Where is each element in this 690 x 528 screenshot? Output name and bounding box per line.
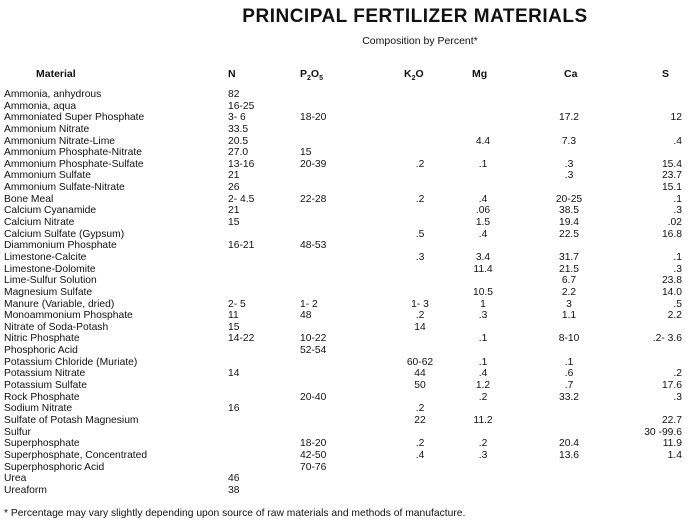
footnote: * Percentage may vary slightly depending upon source of raw materials and methods of manufacture. bbox=[4, 508, 466, 519]
cell-ca: 20.4 bbox=[558, 438, 580, 450]
cell-mg: .1 bbox=[478, 333, 488, 345]
cell-material: Ammonium Phosphate-Nitrate bbox=[4, 147, 142, 159]
header-p2o5 bbox=[300, 68, 323, 82]
cell-material: Monoammonium Phosphate bbox=[4, 310, 133, 322]
cell-k2o: .3 bbox=[415, 251, 425, 263]
cell-n: 21 bbox=[228, 205, 240, 217]
cell-s: .02 bbox=[667, 217, 682, 229]
table-row bbox=[0, 101, 690, 113]
table-row bbox=[0, 357, 690, 369]
cell-material: Ammonium Sulfate-Nitrate bbox=[4, 182, 125, 194]
cell-material: Superphosphoric Acid bbox=[4, 461, 105, 473]
cell-k2o: .2 bbox=[415, 158, 425, 170]
cell-p2o5: 22-28 bbox=[300, 193, 327, 205]
cell-material: Calcium Sulfate (Gypsum) bbox=[4, 228, 125, 240]
table-row bbox=[0, 299, 690, 311]
header-mg: Mg bbox=[472, 68, 488, 80]
cell-mg: 1.2 bbox=[475, 380, 491, 392]
table-row bbox=[0, 310, 690, 322]
cell-p2o5: 52-54 bbox=[300, 345, 327, 357]
cell-n: 16-21 bbox=[228, 240, 255, 252]
cell-ca: .6 bbox=[564, 368, 574, 380]
cell-material: Limestone-Dolomite bbox=[4, 263, 96, 275]
header-k2o bbox=[404, 68, 424, 82]
cell-p2o5: 10-22 bbox=[300, 333, 327, 345]
cell-ca: 21.5 bbox=[558, 263, 580, 275]
cell-s: 11.9 bbox=[662, 438, 682, 450]
cell-material: Ureaform bbox=[4, 484, 47, 496]
header-ca: Ca bbox=[564, 68, 578, 80]
cell-p2o5: 18-20 bbox=[300, 438, 327, 450]
table-row bbox=[0, 438, 690, 450]
cell-s: 30 -99.6 bbox=[644, 426, 682, 438]
cell-s: 1.4 bbox=[667, 449, 682, 461]
cell-n: 27.0 bbox=[228, 147, 249, 159]
cell-ca: 38.5 bbox=[558, 205, 580, 217]
cell-material: Urea bbox=[4, 473, 27, 485]
cell-s: .3 bbox=[673, 391, 682, 403]
table-row bbox=[0, 380, 690, 392]
fertilizer-table bbox=[0, 89, 690, 496]
cell-s: .1 bbox=[673, 251, 682, 263]
cell-mg: 1.5 bbox=[475, 217, 491, 229]
table-row bbox=[0, 450, 690, 462]
cell-ca: 6.7 bbox=[561, 275, 577, 287]
cell-p2o5: 18-20 bbox=[300, 112, 327, 124]
cell-n: 21 bbox=[228, 170, 240, 182]
cell-n: 14-22 bbox=[228, 333, 255, 345]
cell-material: Ammoniated Super Phosphate bbox=[4, 112, 145, 124]
cell-p2o5: 70-76 bbox=[300, 461, 327, 473]
cell-ca: 7.3 bbox=[561, 135, 577, 147]
header-p2o5-sub2: 5 bbox=[319, 75, 323, 83]
cell-material: Lime-Sulfur Solution bbox=[4, 275, 97, 287]
cell-material: Manure (Variable, dried) bbox=[4, 298, 115, 310]
cell-p2o5: 1- 2 bbox=[300, 298, 318, 310]
cell-mg: .2 bbox=[478, 391, 488, 403]
cell-mg: .3 bbox=[478, 310, 488, 322]
cell-mg: 4.4 bbox=[475, 135, 491, 147]
table-row bbox=[0, 333, 690, 345]
cell-n: 15 bbox=[228, 321, 240, 333]
cell-material: Sodium Nitrate bbox=[4, 403, 73, 415]
cell-material: Calcium Cyanamide bbox=[4, 205, 97, 217]
table-row bbox=[0, 147, 690, 159]
cell-material: Nitrate of Soda-Potash bbox=[4, 321, 109, 333]
cell-s: 23.8 bbox=[661, 275, 682, 287]
cell-s: .3 bbox=[673, 263, 682, 275]
cell-material: Phosphoric Acid bbox=[4, 345, 78, 357]
table-row bbox=[0, 240, 690, 252]
cell-s: 17.6 bbox=[661, 380, 682, 392]
cell-k2o: 1- 3 bbox=[411, 298, 429, 310]
cell-n: 2- 5 bbox=[228, 298, 246, 310]
cell-ca: 2.2 bbox=[561, 286, 577, 298]
cell-material: Rock Phosphate bbox=[4, 391, 80, 403]
cell-material: Calcium Nitrate bbox=[4, 217, 75, 229]
cell-n: 3- 6 bbox=[228, 112, 246, 124]
table-row bbox=[0, 124, 690, 136]
cell-n: 13-16 bbox=[228, 158, 255, 170]
table-row bbox=[0, 403, 690, 415]
cell-n: 20.5 bbox=[228, 135, 249, 147]
cell-ca: 20-25 bbox=[555, 193, 583, 205]
cell-p2o5: 20-39 bbox=[300, 158, 327, 170]
table-row bbox=[0, 136, 690, 148]
cell-material: Magnesium Sulfate bbox=[4, 286, 93, 298]
cell-ca: 8-10 bbox=[558, 333, 580, 345]
cell-k2o: 60-62 bbox=[406, 356, 434, 368]
table-row bbox=[0, 345, 690, 357]
cell-s: 16.8 bbox=[661, 228, 682, 240]
cell-p2o5: 48-53 bbox=[300, 240, 327, 252]
header-p2o5-o: O bbox=[310, 68, 320, 80]
cell-k2o: 50 bbox=[414, 380, 426, 392]
cell-p2o5: 20-40 bbox=[300, 391, 327, 403]
cell-k2o: .5 bbox=[415, 228, 425, 240]
cell-n: 33.5 bbox=[228, 123, 249, 135]
table-row bbox=[0, 473, 690, 485]
cell-material: Nitric Phosphate bbox=[4, 333, 80, 345]
cell-material: Ammonium Phosphate-Sulfate bbox=[4, 158, 144, 170]
cell-s: .1 bbox=[673, 193, 682, 205]
table-row bbox=[0, 170, 690, 182]
cell-s: .4 bbox=[673, 135, 682, 147]
cell-material: Limestone-Calcite bbox=[4, 251, 87, 263]
subtitle: Composition by Percent* bbox=[362, 35, 478, 47]
cell-s: .2- 3.6 bbox=[652, 333, 682, 345]
cell-material: Superphosphate, Concentrated bbox=[4, 449, 148, 461]
table-row bbox=[0, 415, 690, 427]
table-row bbox=[0, 462, 690, 474]
cell-n: 16-25 bbox=[228, 100, 255, 112]
header-k2o-sub: 2 bbox=[411, 75, 416, 83]
cell-s: .2 bbox=[673, 368, 682, 380]
cell-mg: .4 bbox=[478, 368, 488, 380]
cell-n: 2- 4.5 bbox=[228, 193, 255, 205]
cell-k2o: .2 bbox=[415, 310, 425, 322]
table-row bbox=[0, 264, 690, 276]
cell-n: 16 bbox=[228, 403, 240, 415]
cell-material: Ammonia, aqua bbox=[4, 100, 77, 112]
header-p2o5-sub1: 2 bbox=[307, 75, 311, 83]
cell-mg: 10.5 bbox=[472, 286, 494, 298]
cell-ca: 22.5 bbox=[558, 228, 580, 240]
cell-s: 12 bbox=[670, 112, 682, 124]
cell-ca: 19.4 bbox=[558, 217, 580, 229]
table-row bbox=[0, 485, 690, 497]
cell-k2o: 22 bbox=[414, 414, 426, 426]
cell-material: Ammonium Sulfate bbox=[4, 170, 91, 182]
table-row bbox=[0, 217, 690, 229]
table-row bbox=[0, 112, 690, 124]
cell-material: Ammonium Nitrate-Lime bbox=[4, 135, 116, 147]
table-row bbox=[0, 392, 690, 404]
cell-k2o: 44 bbox=[414, 368, 426, 380]
cell-p2o5: 48 bbox=[300, 310, 312, 322]
table-row bbox=[0, 89, 690, 101]
header-s: S bbox=[662, 68, 670, 80]
header-p2o5-p: P bbox=[300, 68, 308, 80]
table-row bbox=[0, 182, 690, 194]
cell-mg: .1 bbox=[478, 158, 488, 170]
cell-n: 14 bbox=[228, 368, 240, 380]
cell-s: 2.2 bbox=[667, 310, 682, 322]
cell-p2o5: 15 bbox=[300, 147, 312, 159]
cell-ca: 13.6 bbox=[558, 449, 580, 461]
cell-s: 15.1 bbox=[661, 182, 682, 194]
cell-ca: 17.2 bbox=[558, 112, 580, 124]
cell-s: 22.7 bbox=[661, 414, 682, 426]
cell-n: 38 bbox=[228, 484, 240, 496]
cell-p2o5: 42-50 bbox=[300, 449, 327, 461]
cell-n: 82 bbox=[228, 89, 240, 100]
cell-ca: .3 bbox=[564, 158, 574, 170]
cell-material: Ammonium Nitrate bbox=[4, 123, 90, 135]
table-row bbox=[0, 194, 690, 206]
cell-n: 11 bbox=[228, 310, 239, 322]
cell-mg: .1 bbox=[478, 356, 488, 368]
header-n: N bbox=[228, 68, 236, 80]
cell-ca: 33.2 bbox=[558, 391, 580, 403]
header-k2o-k: K bbox=[404, 68, 412, 80]
cell-n: 46 bbox=[228, 473, 240, 485]
table-row bbox=[0, 368, 690, 380]
cell-material: Ammonia, anhydrous bbox=[4, 89, 102, 100]
cell-material: Potassium Chloride (Muriate) bbox=[4, 356, 138, 368]
cell-s: .3 bbox=[673, 205, 682, 217]
cell-mg: 11.2 bbox=[473, 414, 493, 426]
cell-mg: .4 bbox=[478, 228, 488, 240]
cell-material: Superphosphate bbox=[4, 438, 80, 450]
cell-ca: 1.1 bbox=[561, 310, 577, 322]
page-title: PRINCIPAL FERTILIZER MATERIALS bbox=[242, 6, 588, 27]
cell-ca: .3 bbox=[564, 170, 574, 182]
table-row bbox=[0, 275, 690, 287]
cell-mg: .3 bbox=[478, 449, 488, 461]
cell-k2o: .2 bbox=[415, 193, 425, 205]
cell-k2o: .2 bbox=[415, 403, 425, 415]
table-row bbox=[0, 427, 690, 439]
cell-k2o: 14 bbox=[414, 321, 426, 333]
cell-mg: .2 bbox=[478, 438, 488, 450]
cell-mg: 11.4 bbox=[473, 263, 493, 275]
cell-material: Bone Meal bbox=[4, 193, 54, 205]
header-k2o-o: O bbox=[415, 68, 424, 80]
table-row bbox=[0, 159, 690, 171]
cell-material: Potassium Nitrate bbox=[4, 368, 86, 380]
cell-ca: .1 bbox=[564, 356, 574, 368]
cell-k2o: .2 bbox=[415, 438, 425, 450]
table-row bbox=[0, 252, 690, 264]
cell-material: Potassium Sulfate bbox=[4, 380, 87, 392]
header-material: Material bbox=[36, 68, 76, 80]
cell-mg: 1 bbox=[480, 298, 486, 310]
cell-material: Sulfur bbox=[4, 426, 31, 438]
cell-n: 15 bbox=[228, 217, 240, 229]
cell-n: 26 bbox=[228, 182, 240, 194]
cell-material: Sulfate of Potash Magnesium bbox=[4, 414, 139, 426]
cell-mg: 3.4 bbox=[475, 251, 491, 263]
cell-ca: 31.7 bbox=[558, 251, 580, 263]
table-row bbox=[0, 205, 690, 217]
table-row bbox=[0, 287, 690, 299]
cell-s: 15.4 bbox=[661, 158, 682, 170]
cell-mg: .06 bbox=[475, 205, 491, 217]
cell-s: 23.7 bbox=[661, 170, 682, 182]
cell-k2o: .4 bbox=[415, 449, 425, 461]
cell-ca: 3 bbox=[566, 298, 572, 310]
table-row bbox=[0, 229, 690, 241]
table-row bbox=[0, 322, 690, 334]
cell-material: Diammonium Phosphate bbox=[4, 240, 117, 252]
cell-s: 14.0 bbox=[661, 286, 682, 298]
cell-mg: .4 bbox=[478, 193, 488, 205]
cell-s: .5 bbox=[673, 298, 682, 310]
cell-ca: .7 bbox=[564, 380, 574, 392]
